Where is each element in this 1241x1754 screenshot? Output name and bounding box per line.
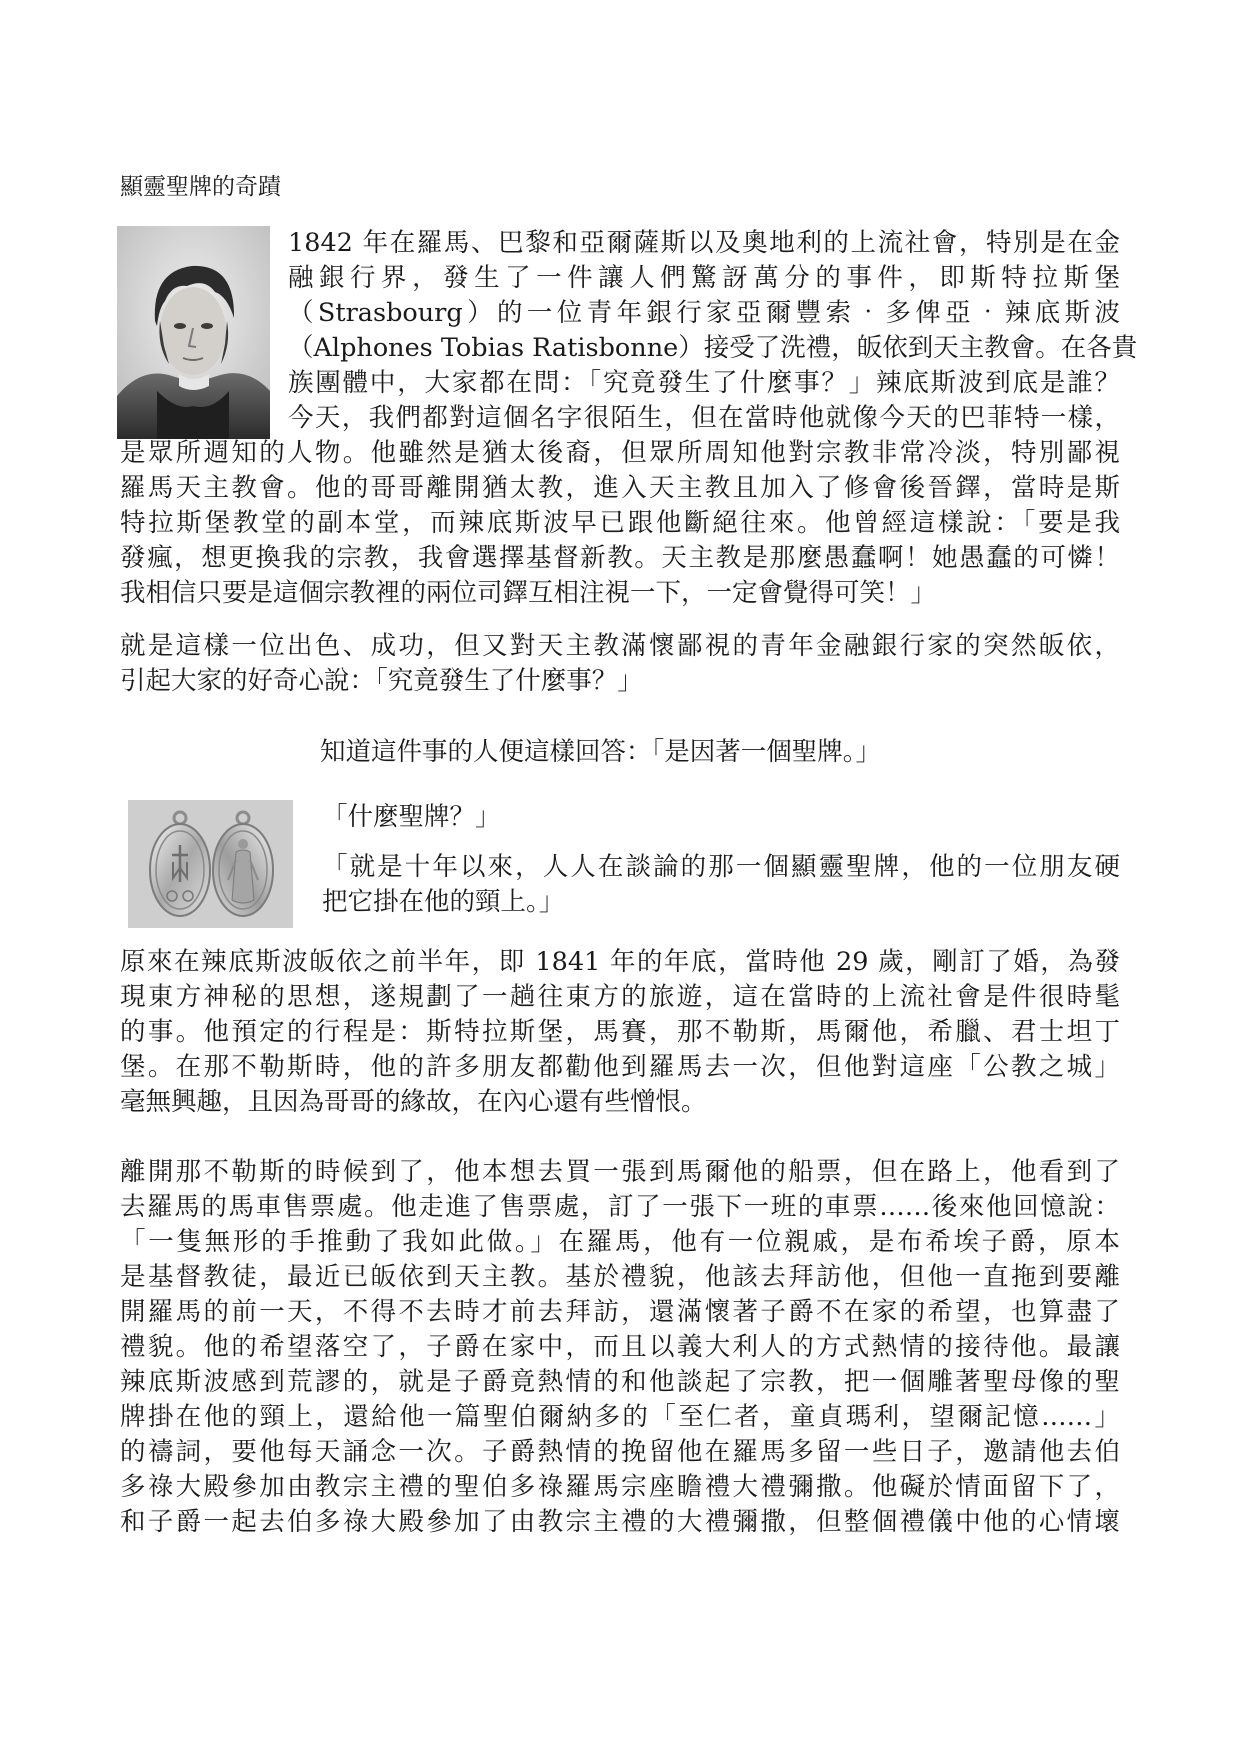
paragraph-line: 辣底斯波感到荒謬的，就是子爵竟熱情的和他談起了宗教，把一個雕著聖母像的聖 [120, 1367, 1120, 1397]
portrait-icon [117, 226, 270, 439]
medal-icon [128, 800, 293, 928]
paragraph-line: 禮貌。他的希望落空了，子爵在家中，而且以義大利人的方式熱情的接待他。最讓 [120, 1332, 1120, 1362]
paragraph-line: 今天，我們都對這個名字很陌生，但在當時他就像今天的巴菲特一樣， [288, 403, 1120, 433]
paragraph-line: 離開那不勒斯的時候到了，他本想去買一張到馬爾他的船票，但在路上，他看到了 [120, 1157, 1120, 1187]
paragraph-line: 我相信只要是這個宗教裡的兩位司鐸互相注視一下，一定會覺得可笑！」 [120, 578, 937, 608]
paragraph-line: （Strasbourg）的一位青年銀行家亞爾豐索‧多俾亞‧辣底斯波 [288, 298, 1120, 328]
paragraph-line: 多祿大殿參加由教宗主禮的聖伯多祿羅馬宗座瞻禮大禮彌撒。他礙於情面留下了， [120, 1472, 1120, 1502]
paragraph-line: 牌掛在他的頸上，還給他一篇聖伯爾納多的「至仁者，童貞瑪利，望爾記憶……」 [120, 1402, 1120, 1432]
portrait-photo [117, 226, 270, 439]
paragraph-line: 融銀行界，發生了一件讓人們驚訝萬分的事件，即斯特拉斯堡 [288, 263, 1120, 293]
paragraph-line: （Alphones Tobias Ratisbonne）接受了洗禮，皈依到天主教會。在各貴 [288, 333, 1138, 363]
document-title: 顯靈聖牌的奇蹟 [120, 174, 281, 200]
paragraph-line: 發瘋，想更換我的宗教，我會選擇基督新教。天主教是那麼愚蠢啊！她愚蠢的可憐！ [120, 543, 1120, 573]
paragraph-line: 1842 年在羅馬、巴黎和亞爾薩斯以及奧地利的上流社會，特別是在金 [288, 228, 1120, 258]
paragraph-line: 開羅馬的前一天，不得不去時才前去拜訪，還滿懷著子爵不在家的希望，也算盡了 [120, 1297, 1120, 1327]
paragraph-line: 知道這件事的人便這樣回答：「是因著一個聖牌。」 [320, 737, 882, 767]
paragraph-line: 「什麼聖牌？」 [322, 802, 501, 832]
medal-photo [128, 800, 293, 928]
paragraph-line: 特拉斯堡教堂的副本堂，而辣底斯波早已跟他斷絕往來。他曾經這樣說：「要是我 [120, 508, 1120, 538]
paragraph-line: 毫無興趣，且因為哥哥的緣故，在內心還有些憎恨。 [120, 1087, 707, 1117]
paragraph-line: 是基督教徒，最近已皈依到天主教。基於禮貌，他該去拜訪他，但他一直拖到要離 [120, 1262, 1120, 1292]
paragraph-line: 族團體中，大家都在問：「究竟發生了什麼事？」辣底斯波到底是誰？ [288, 368, 1120, 398]
paragraph-line: 和子爵一起去伯多祿大殿參加了由教宗主禮的大禮彌撒，但整個禮儀中他的心情壞 [120, 1507, 1120, 1537]
paragraph-line: 去羅馬的馬車售票處。他走進了售票處，訂了一張下一班的車票……後來他回憶說： [120, 1192, 1120, 1222]
paragraph-line: 把它掛在他的頸上。」 [322, 887, 565, 917]
paragraph-line: 堡。在那不勒斯時，他的許多朋友都勸他到羅馬去一次，但他對這座「公教之城」 [120, 1052, 1120, 1082]
paragraph-line: 是眾所週知的人物。他雖然是猶太後裔，但眾所周知他對宗教非常冷淡，特別鄙視 [120, 438, 1120, 468]
paragraph-line: 現東方神秘的思想，遂規劃了一趟往東方的旅遊，這在當時的上流社會是件很時髦 [120, 982, 1120, 1012]
paragraph-line: 就是這樣一位出色、成功，但又對天主教滿懷鄙視的青年金融銀行家的突然皈依， [120, 631, 1120, 661]
paragraph-line: 引起大家的好奇心說：「究竟發生了什麼事？」 [120, 666, 643, 696]
paragraph-line: 羅馬天主教會。他的哥哥離開猶太教，進入天主教且加入了修會後晉鐸，當時是斯 [120, 473, 1120, 503]
paragraph-line: 「一隻無形的手推動了我如此做。」在羅馬，他有一位親戚，是布希埃子爵，原本 [120, 1227, 1120, 1257]
paragraph-line: 的禱詞，要他每天誦念一次。子爵熱情的挽留他在羅馬多留一些日子，邀請他去伯 [120, 1437, 1120, 1467]
paragraph-line: 「就是十年以來，人人在談論的那一個顯靈聖牌，他的一位朋友硬 [322, 852, 1120, 882]
paragraph-line: 原來在辣底斯波皈依之前半年，即 1841 年的年底，當時他 29 歲，剛訂了婚，為發 [120, 947, 1120, 977]
paragraph-line: 的事。他預定的行程是：斯特拉斯堡，馬賽，那不勒斯，馬爾他，希臘、君士坦丁 [120, 1017, 1120, 1047]
